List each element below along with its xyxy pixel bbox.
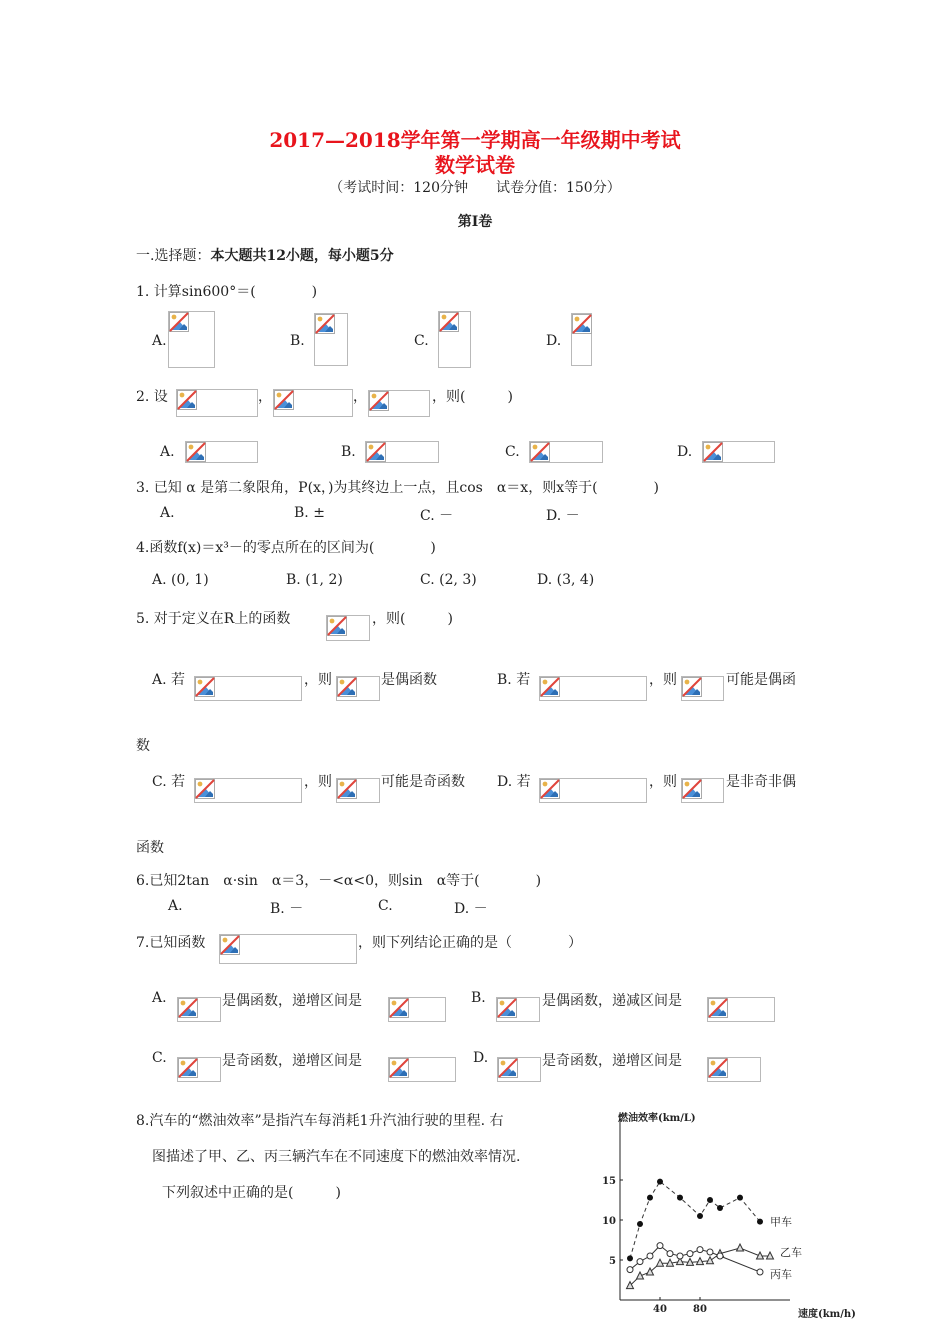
q7-image-stem: [219, 934, 357, 964]
q7-stem: 7.已知函数: [136, 935, 206, 951]
q7-d-prefix: D.: [473, 1050, 489, 1066]
broken-image-icon: [274, 390, 294, 410]
broken-image-icon: [572, 314, 592, 334]
q5-image-stem: [326, 615, 370, 641]
data-point: [707, 1257, 714, 1264]
data-point: [647, 1268, 654, 1275]
data-point: [697, 1247, 703, 1253]
section-heading: [136, 245, 394, 265]
q7-image-a2: [388, 997, 446, 1022]
q1-image-d: [571, 313, 592, 366]
q1-image-b: [314, 313, 348, 366]
q5-image-d2: [681, 778, 724, 803]
q5-image-c2: [336, 778, 380, 803]
broken-image-icon: [369, 391, 389, 411]
q2-option-b: B.: [341, 444, 356, 460]
q5-a-prefix: A. 若: [152, 672, 186, 688]
q2-image-b: [365, 441, 439, 463]
q7-image-d1: [497, 1057, 541, 1082]
q5-a-end: 是偶函数: [381, 672, 437, 688]
broken-image-icon: [389, 1058, 409, 1078]
q2-image-3: [368, 390, 430, 417]
broken-image-icon: [315, 314, 335, 334]
q5-stem-tail: ，则( ): [372, 611, 453, 627]
q4-option-a: A. (0, 1): [152, 572, 209, 588]
data-point: [757, 1219, 763, 1225]
q4-option-d: D. (3, 4): [537, 572, 595, 588]
q1-option-b: B.: [290, 333, 305, 349]
q6-option-b: B. －: [270, 901, 304, 917]
data-point: [627, 1267, 633, 1273]
q2-num: 2. 设: [136, 389, 168, 405]
q4-option-b: B. (1, 2): [286, 572, 343, 588]
broken-image-icon: [337, 779, 357, 799]
exam-title: 2017—2018学年第一学期高一年级期中考试: [269, 128, 681, 152]
q5-a-mid: ，则: [304, 672, 332, 688]
data-point: [757, 1269, 763, 1275]
series-label: 乙车: [780, 1246, 802, 1259]
broken-image-icon: [498, 1058, 518, 1078]
q6-option-c: C.: [378, 898, 393, 914]
q5-image-a1: [194, 676, 302, 701]
q5-c-end: 可能是奇函数: [381, 774, 465, 790]
broken-image-icon: [439, 312, 459, 332]
q7-a-prefix: A.: [152, 990, 167, 1006]
broken-image-icon: [220, 935, 240, 955]
q1-option-d: D.: [546, 333, 562, 349]
exam-info: （考试时间：120分钟 试卷分值：150分）: [329, 180, 621, 196]
q7-c-prefix: C.: [152, 1050, 167, 1066]
section-prefix: 一.选择题：: [136, 248, 211, 264]
data-point: [717, 1253, 723, 1259]
q5-image-c1: [194, 778, 302, 803]
q7-b-text: 是偶函数，递减区间是: [542, 993, 682, 1009]
q5-b-prefix: B. 若: [497, 672, 531, 688]
series-label: 丙车: [770, 1268, 792, 1281]
q3-option-d: D. －: [546, 508, 580, 524]
q7-c-text: 是奇函数，递增区间是: [222, 1053, 362, 1069]
broken-image-icon: [708, 1058, 728, 1078]
data-point: [637, 1221, 643, 1227]
q6-stem: 6.已知2tan α·sin α＝3，－<α<0，则sin α等于( ): [136, 873, 542, 889]
y-axis-label: 燃油效率(km/L): [618, 1113, 696, 1124]
broken-image-icon: [389, 998, 409, 1018]
q6-option-d: D. －: [454, 901, 488, 917]
q2-image-d: [702, 441, 775, 463]
broken-image-icon: [497, 998, 517, 1018]
data-point: [687, 1251, 693, 1257]
q3-option-b: B. ±: [294, 505, 325, 521]
q2-image-2: [273, 389, 353, 417]
q2-option-c: C.: [505, 444, 520, 460]
q5-image-a2: [336, 676, 380, 701]
y-tick-label: 10: [602, 1216, 616, 1227]
q7-a-text: 是偶函数，递增区间是: [222, 993, 362, 1009]
q7-b-prefix: B.: [471, 990, 486, 1006]
broken-image-icon: [540, 779, 560, 799]
data-point: [737, 1244, 744, 1251]
q5-b-wrap: 数: [136, 738, 150, 754]
q5-image-d1: [539, 778, 647, 803]
broken-image-icon: [682, 677, 702, 697]
q3-option-a: A.: [160, 505, 175, 521]
broken-image-icon: [186, 442, 206, 462]
q1-stem: 1. 计算sin600°＝( ): [136, 284, 318, 300]
q4-stem: 4.函数f(x)＝x³－的零点所在的区间为( ): [136, 540, 436, 556]
q7-image-b2: [707, 997, 775, 1022]
fuel-efficiency-chart: [598, 1100, 873, 1330]
q1-option-a: A.: [152, 333, 167, 349]
broken-image-icon: [195, 779, 215, 799]
broken-image-icon: [177, 390, 197, 410]
q3-stem: 3. 已知 α 是第二象限角，P(x，)为其终边上一点，且cos α＝x，则x等于( ): [136, 480, 660, 496]
data-point: [647, 1195, 653, 1201]
data-point: [627, 1255, 633, 1261]
q8-line-2: 图描述了甲、乙、丙三辆汽车在不同速度下的燃油效率情况.: [152, 1149, 521, 1165]
q1-image-a: [168, 311, 215, 368]
q5-d-prefix: D. 若: [497, 774, 531, 790]
broken-image-icon: [337, 677, 357, 697]
section-desc: 本大题共12小题，每小题5分: [210, 248, 394, 264]
data-point: [717, 1205, 723, 1211]
q7-d-text: 是奇函数，递增区间是: [542, 1053, 682, 1069]
data-point: [697, 1213, 703, 1219]
q2-image-c: [529, 441, 603, 463]
q8-line-1: 8.汽车的“燃油效率”是指汽车每消耗1升汽油行驶的里程. 右: [136, 1113, 504, 1129]
broken-image-icon: [195, 677, 215, 697]
series-label: 甲车: [770, 1215, 792, 1229]
q1-image-c: [438, 311, 471, 368]
q3-option-c: C. －: [420, 508, 454, 524]
y-tick-label: 5: [609, 1256, 616, 1267]
q5-image-b1: [539, 676, 647, 701]
q2-comma-2: ，: [353, 389, 367, 405]
data-point: [657, 1179, 663, 1185]
data-point: [707, 1197, 713, 1203]
data-point: [677, 1253, 683, 1259]
broken-image-icon: [178, 998, 198, 1018]
q8-line-3: 下列叙述中正确的是( ): [162, 1185, 341, 1201]
data-point: [677, 1195, 683, 1201]
q2-tail: ，则( ): [432, 389, 513, 405]
data-point: [667, 1251, 673, 1257]
data-point: [657, 1243, 663, 1249]
q6-option-a: A.: [168, 898, 183, 914]
q7-image-b1: [496, 997, 540, 1022]
x-tick-label: 80: [693, 1304, 707, 1315]
volume-label: 第Ⅰ卷: [457, 214, 493, 230]
q1-option-c: C.: [414, 333, 429, 349]
q7-image-d2: [707, 1057, 761, 1082]
broken-image-icon: [366, 442, 386, 462]
y-tick-label: 15: [602, 1176, 616, 1187]
x-tick-label: 40: [653, 1304, 667, 1315]
q5-d-end: 是非奇非偶: [726, 774, 796, 790]
broken-image-icon: [178, 1058, 198, 1078]
data-point: [657, 1259, 664, 1266]
broken-image-icon: [327, 616, 347, 636]
broken-image-icon: [169, 312, 189, 332]
data-point: [737, 1195, 743, 1201]
broken-image-icon: [703, 442, 723, 462]
broken-image-icon: [530, 442, 550, 462]
exam-subtitle: 数学试卷: [435, 153, 515, 177]
q5-stem: 5. 对于定义在R上的函数: [136, 611, 291, 627]
data-point: [707, 1249, 713, 1255]
q2-comma-1: ，: [258, 389, 272, 405]
q2-option-d: D.: [677, 444, 693, 460]
broken-image-icon: [708, 998, 728, 1018]
q7-image-c1: [177, 1057, 221, 1082]
q2-option-a: A.: [160, 444, 175, 460]
data-point: [637, 1259, 643, 1265]
q5-image-b2: [681, 676, 724, 701]
q7-stem-tail: ，则下列结论正确的是（ ）: [358, 935, 582, 951]
q4-option-c: C. (2, 3): [420, 572, 477, 588]
q2-image-1: [176, 389, 258, 417]
q5-d-mid: ，则: [649, 774, 677, 790]
broken-image-icon: [682, 779, 702, 799]
q5-b-end: 可能是偶函: [726, 672, 796, 688]
q5-c-mid: ，则: [304, 774, 332, 790]
q5-b-mid: ，则: [649, 672, 677, 688]
x-axis-label: 速度(km/h): [798, 1309, 856, 1320]
q5-c-prefix: C. 若: [152, 774, 186, 790]
q7-image-a1: [177, 997, 221, 1022]
data-point: [647, 1253, 653, 1259]
q7-image-c2: [388, 1057, 456, 1082]
broken-image-icon: [540, 677, 560, 697]
q5-d-wrap: 函数: [136, 840, 164, 856]
q2-image-a: [185, 441, 258, 463]
